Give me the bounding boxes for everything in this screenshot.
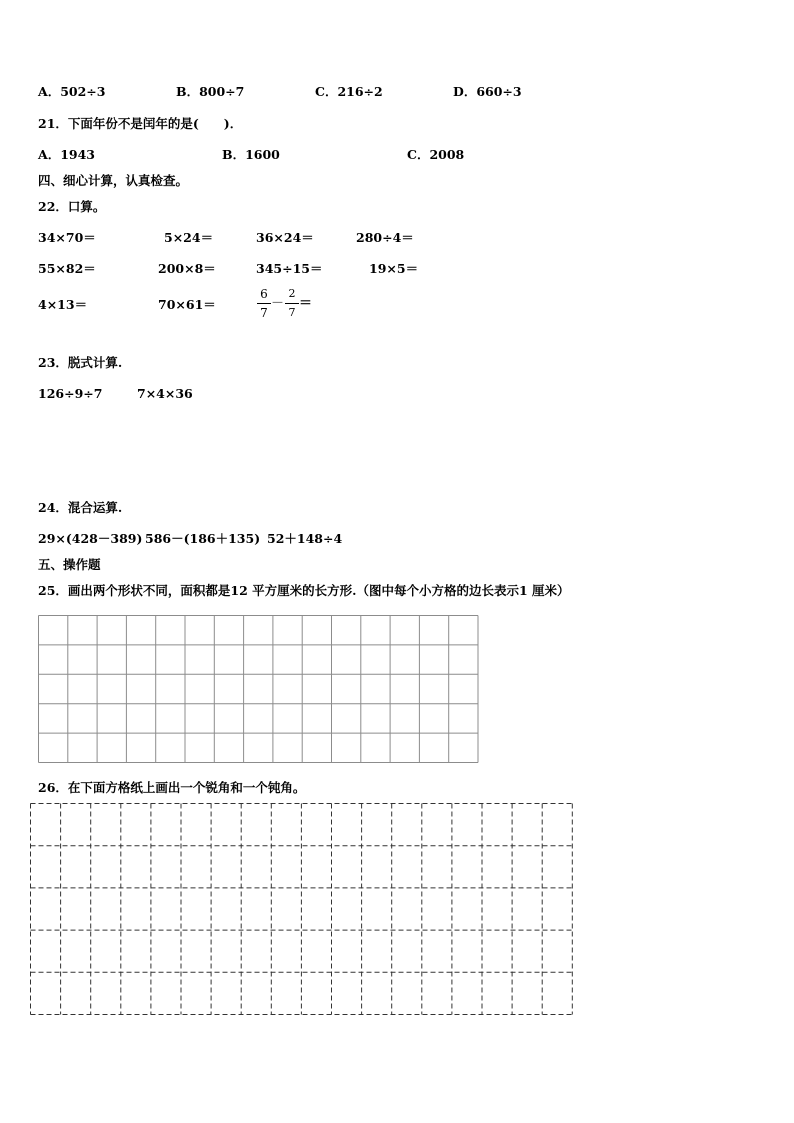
q22-title: 22．口算。	[38, 199, 106, 214]
q24-title: 24．混合运算.	[38, 500, 123, 515]
fraction-two-sevenths	[285, 287, 299, 320]
q22-item: 36×24＝	[256, 230, 314, 245]
q24-item: 29×(428－389)	[38, 531, 143, 546]
q21-question: 21．下面年份不是闰年的是( )．	[38, 116, 243, 131]
q22-item: 280÷4＝	[356, 230, 414, 245]
q22-item: 200×8＝	[158, 261, 216, 276]
fraction-numerator: 6	[260, 287, 268, 301]
q22-item: 345÷15＝	[256, 261, 323, 276]
equals-sign: ＝	[299, 296, 313, 311]
fraction-six-sevenths	[257, 287, 271, 320]
q24-item: 52＋148÷4	[267, 531, 343, 546]
q21-option-b: B．1600	[222, 147, 280, 162]
q22-item: 70×61＝	[158, 297, 216, 312]
q26-title: 26．在下面方格纸上画出一个锐角和一个钝角。	[38, 780, 306, 795]
q26-dashed-grid[interactable]	[30, 803, 574, 1017]
section4-title: 四、细心计算，认真检查。	[38, 173, 189, 188]
q22-item: 34×70＝	[38, 230, 96, 245]
q23-item: 126÷9÷7	[38, 386, 103, 401]
q23-item: 7×4×36	[137, 386, 193, 401]
q20-option-c: C．216÷2	[315, 84, 383, 99]
q20-option-b: B．800÷7	[176, 84, 245, 99]
q21-option-c: C．2008	[407, 147, 465, 162]
fraction-denominator: 7	[288, 306, 296, 319]
section5-title: 五、操作题	[38, 557, 101, 572]
fraction-denominator: 7	[260, 306, 268, 320]
minus-sign: －	[271, 296, 285, 311]
q22-item: 55×82＝	[38, 261, 96, 276]
q20-option-d: D．660÷3	[453, 84, 522, 99]
fraction-numerator: 2	[288, 287, 296, 300]
q25-title: 25．画出两个形状不同，面积都是12 平方厘米的长方形.（图中每个小方格的边长表示1 厘米）	[38, 583, 570, 598]
q22-item: 5×24＝	[164, 230, 214, 245]
q20-option-a: A．502÷3	[38, 84, 106, 99]
q25-square-grid[interactable]	[38, 615, 480, 764]
q22-item: 4×13＝	[38, 297, 88, 312]
q22-item: 19×5＝	[369, 261, 419, 276]
q21-option-a: A．1943	[38, 147, 95, 162]
q23-title: 23．脱式计算.	[38, 355, 123, 370]
q24-item: 586－(186＋135)	[145, 531, 261, 546]
